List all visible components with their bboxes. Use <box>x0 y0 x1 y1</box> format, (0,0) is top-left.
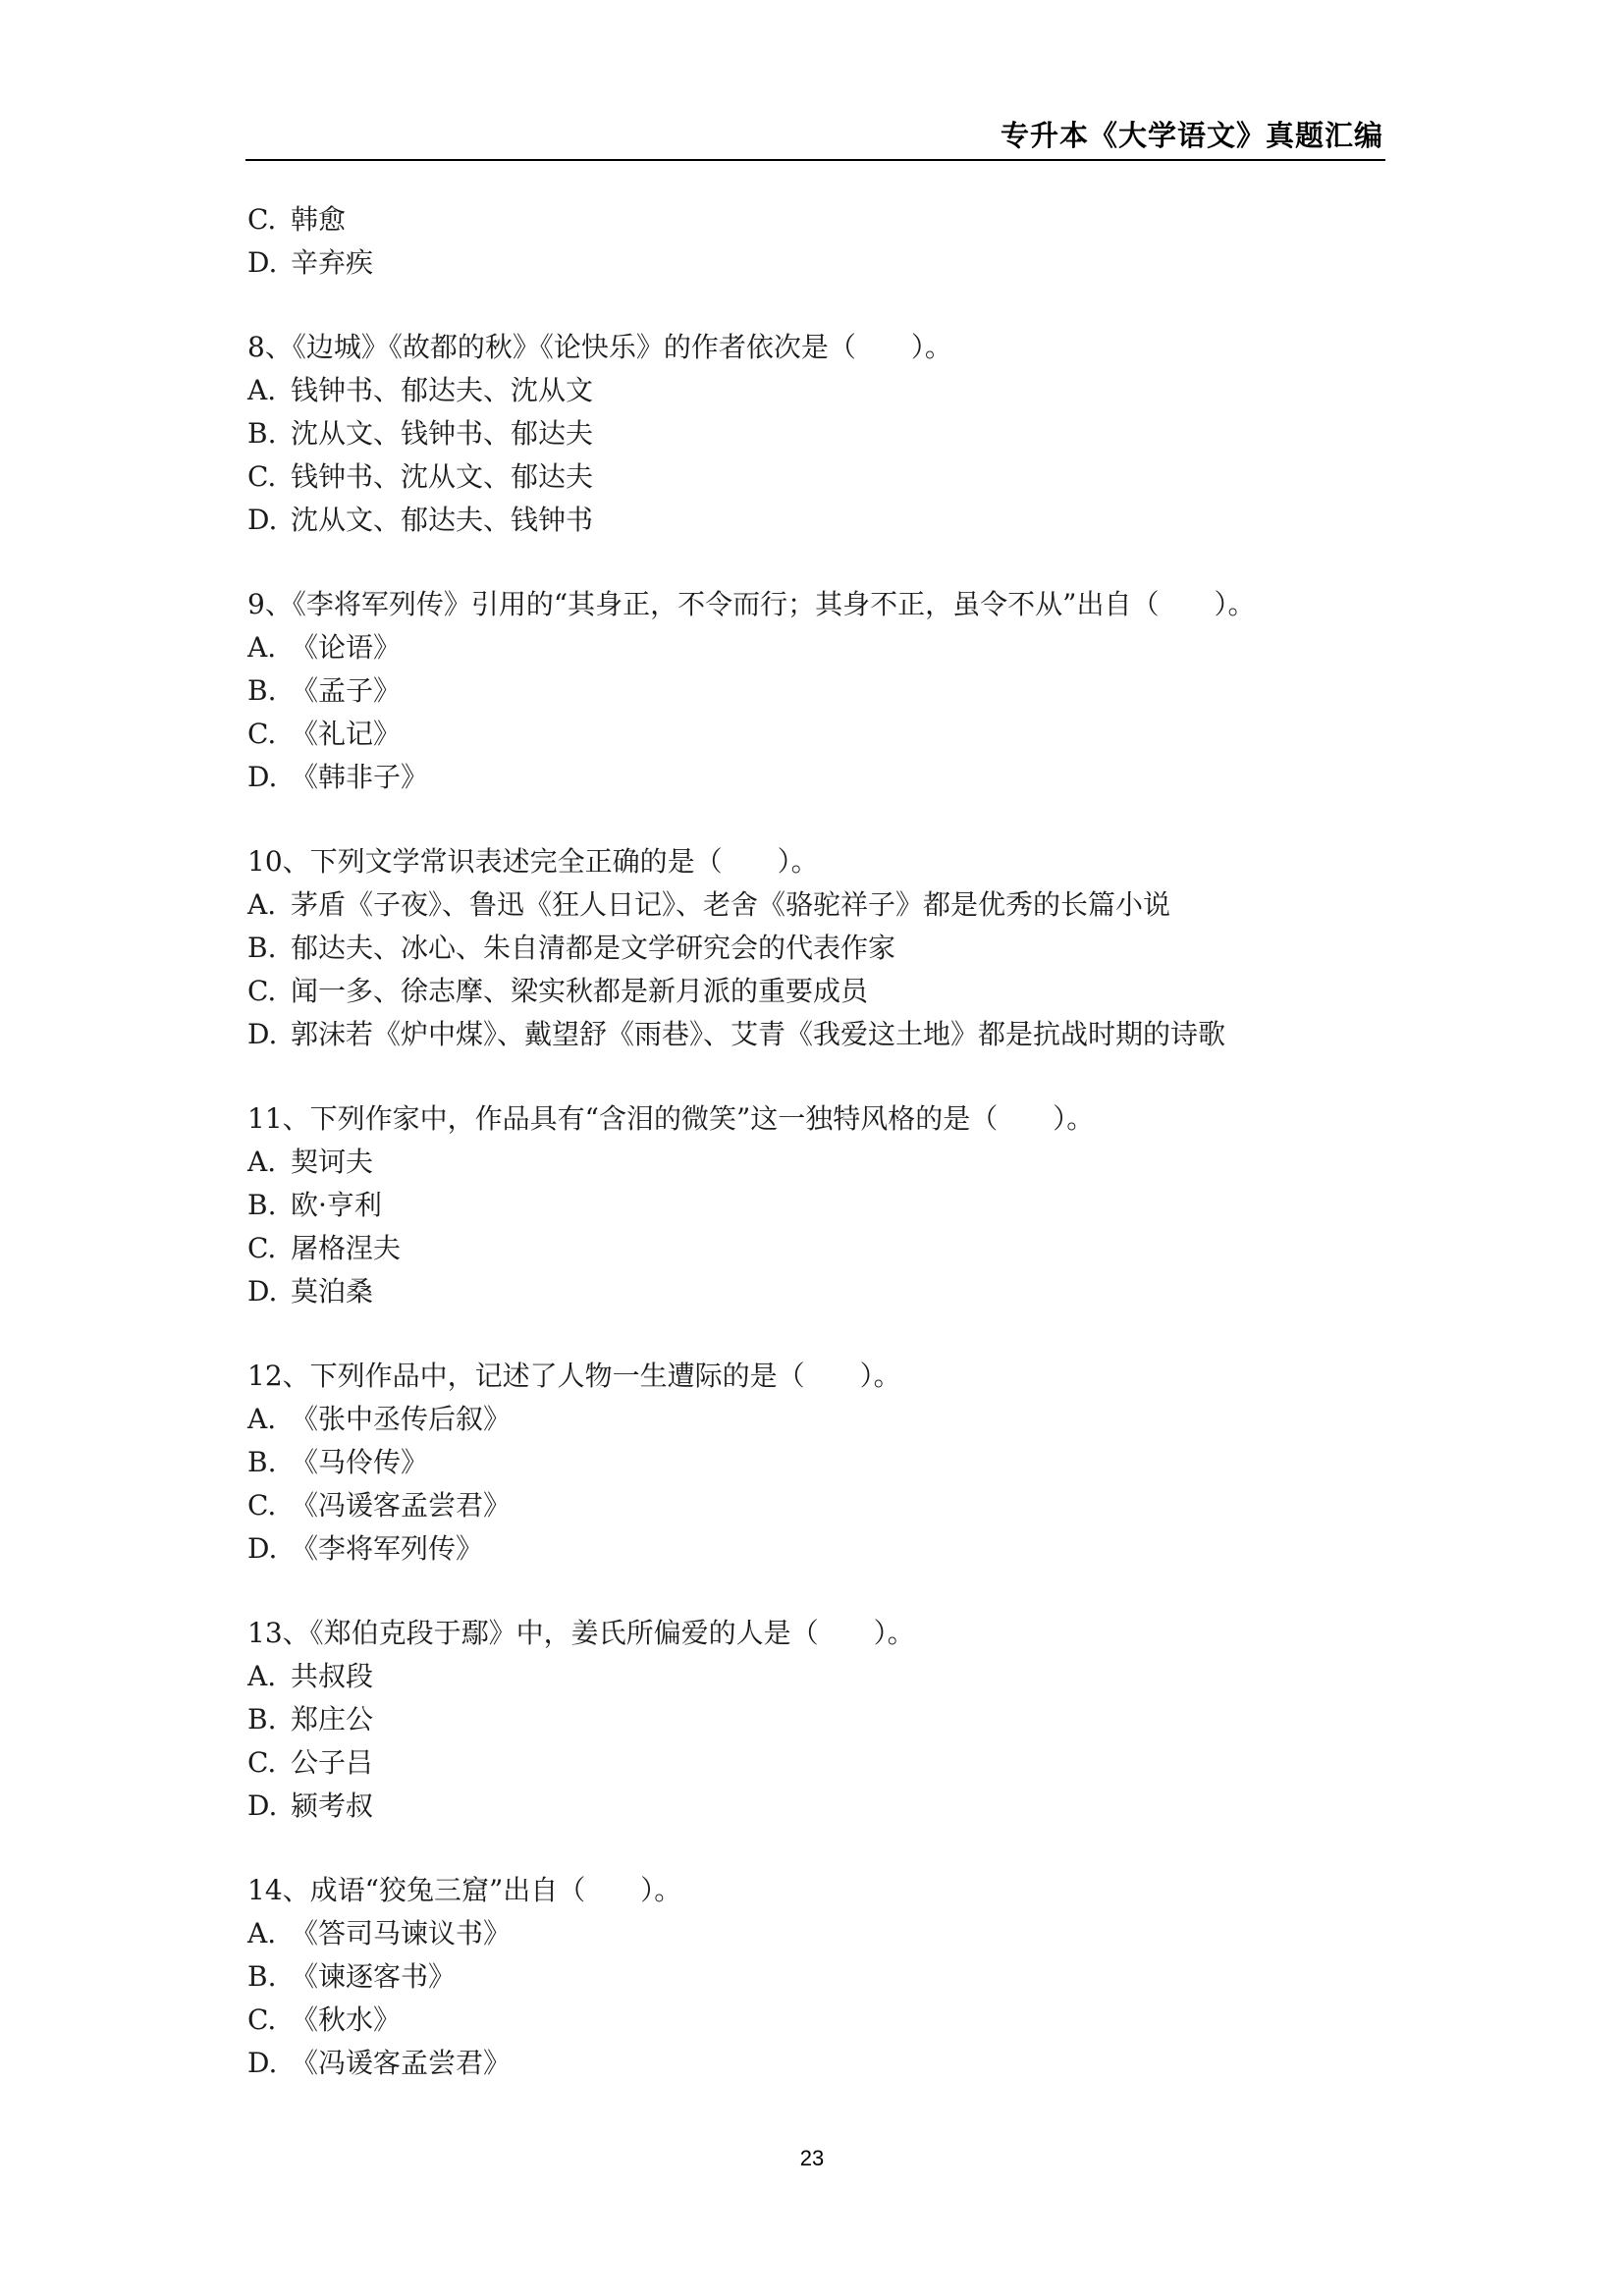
question-block <box>247 198 1377 285</box>
option-text: 《韩非子》 <box>291 761 429 793</box>
answer-option <box>247 1141 1377 1184</box>
option-letter: A. <box>247 888 277 921</box>
option-text: 辛弃疾 <box>291 246 374 279</box>
question-block <box>247 1869 1377 2085</box>
question-block <box>247 326 1377 542</box>
option-letter: A. <box>247 1660 277 1692</box>
answer-option <box>247 1184 1377 1227</box>
answer-option <box>247 1270 1377 1313</box>
option-letter: B. <box>247 674 277 707</box>
option-text: 茅盾《子夜》、鲁迅《狂人日记》、老舍《骆驼祥子》都是优秀的长篇小说 <box>291 888 1171 921</box>
header-title: 专升本《大学语文》真题汇编 <box>1000 119 1383 152</box>
answer-option <box>247 927 1377 970</box>
answer-option <box>247 1655 1377 1698</box>
answer-option <box>247 241 1377 285</box>
answer-option <box>247 412 1377 455</box>
option-text: 共叔段 <box>291 1660 374 1692</box>
option-text: 《冯谖客孟尝君》 <box>291 2047 512 2079</box>
option-text: 《马伶传》 <box>291 1446 429 1478</box>
option-text: 钱钟书、沈从文、郁达夫 <box>291 460 594 493</box>
option-text: 屠格涅夫 <box>291 1232 402 1264</box>
option-text: 沈从文、郁达夫、钱钟书 <box>291 504 594 536</box>
answer-option <box>247 883 1377 927</box>
answer-option <box>247 1698 1377 1741</box>
option-text: 《论语》 <box>291 631 402 664</box>
option-letter: A. <box>247 374 277 406</box>
option-text: 《答司马谏议书》 <box>291 1917 512 1949</box>
option-text: 韩愈 <box>291 203 347 236</box>
option-text: 闻一多、徐志摩、梁实秋都是新月派的重要成员 <box>291 975 869 1007</box>
answer-option <box>247 713 1377 756</box>
question-text: 14、成语“狡兔三窟”出自（ ）。 <box>247 1874 682 1906</box>
option-letter: C. <box>247 1746 277 1779</box>
question-text: 11、下列作家中，作品具有“含泪的微笑”这一独特风格的是（ ）。 <box>247 1102 1095 1135</box>
option-text: 《孟子》 <box>291 674 402 707</box>
option-letter: C. <box>247 2003 277 2036</box>
option-text: 《秋水》 <box>291 2003 402 2036</box>
option-text: 钱钟书、郁达夫、沈从文 <box>291 374 594 406</box>
option-letter: B. <box>247 1960 277 1993</box>
option-letter: C. <box>247 718 277 750</box>
question-block <box>247 1097 1377 1313</box>
option-letter: D. <box>247 246 278 279</box>
question-text: 9、《李将军列传》引用的“其身正，不令而行；其身不正，虽令不从”出自（ ）。 <box>247 588 1256 620</box>
option-letter: A. <box>247 1917 277 1949</box>
option-letter: D. <box>247 761 278 793</box>
option-text: 郭沫若《炉中煤》、戴望舒《雨巷》、艾青《我爱这土地》都是抗战时期的诗歌 <box>291 1018 1226 1050</box>
option-text: 《谏逐客书》 <box>291 1960 457 1993</box>
option-text: 郑庄公 <box>291 1703 374 1735</box>
option-text: 《礼记》 <box>291 718 402 750</box>
answer-option <box>247 1484 1377 1527</box>
option-letter: B. <box>247 417 277 450</box>
option-letter: C. <box>247 1489 277 1522</box>
answer-option <box>247 2042 1377 2085</box>
page-header <box>245 110 1385 161</box>
question-block <box>247 840 1377 1056</box>
answer-option <box>247 198 1377 241</box>
option-text: 契诃夫 <box>291 1146 374 1178</box>
option-text: 公子吕 <box>291 1746 374 1779</box>
option-letter: A. <box>247 631 277 664</box>
option-text: 郁达夫、冰心、朱自清都是文学研究会的代表作家 <box>291 932 896 964</box>
option-letter: C. <box>247 1232 277 1264</box>
option-letter: D. <box>247 1789 278 1822</box>
answer-option <box>247 455 1377 499</box>
option-text: 沈从文、钱钟书、郁达夫 <box>291 417 594 450</box>
answer-option <box>247 1999 1377 2042</box>
option-letter: B. <box>247 1189 277 1221</box>
option-letter: B. <box>247 1446 277 1478</box>
answer-option <box>247 1441 1377 1484</box>
option-letter: A. <box>247 1403 277 1435</box>
answer-option <box>247 1785 1377 1828</box>
option-letter: D. <box>247 2047 278 2079</box>
option-letter: D. <box>247 1275 278 1308</box>
option-text: 欧·亨利 <box>291 1189 382 1221</box>
answer-option <box>247 1013 1377 1056</box>
option-letter: D. <box>247 1532 278 1565</box>
option-letter: C. <box>247 975 277 1007</box>
option-letter: D. <box>247 504 278 536</box>
question-block <box>247 1612 1377 1828</box>
option-text: 《冯谖客孟尝君》 <box>291 1489 512 1522</box>
answer-option <box>247 1398 1377 1441</box>
option-letter: B. <box>247 932 277 964</box>
question-list <box>247 198 1377 2085</box>
option-letter: D. <box>247 1018 278 1050</box>
option-text: 莫泊桑 <box>291 1275 374 1308</box>
question-text: 10、下列文学常识表述完全正确的是（ ）。 <box>247 845 819 878</box>
question-text: 13、《郑伯克段于鄢》中，姜氏所偏爱的人是（ ）。 <box>247 1617 915 1649</box>
answer-option <box>247 1741 1377 1785</box>
option-text: 《张中丞传后叙》 <box>291 1403 512 1435</box>
answer-option <box>247 369 1377 412</box>
question-block <box>247 583 1377 799</box>
option-letter: A. <box>247 1146 277 1178</box>
answer-option <box>247 1955 1377 1999</box>
answer-option <box>247 669 1377 713</box>
answer-option <box>247 1227 1377 1270</box>
question-text: 12、下列作品中，记述了人物一生遭际的是（ ）。 <box>247 1360 901 1392</box>
answer-option <box>247 1912 1377 1955</box>
option-text: 颍考叔 <box>291 1789 374 1822</box>
option-letter: C. <box>247 460 277 493</box>
question-text: 8、《边城》《故都的秋》《论快乐》的作者依次是（ ）。 <box>247 331 952 363</box>
option-text: 《李将军列传》 <box>291 1532 484 1565</box>
answer-option <box>247 756 1377 799</box>
answer-option <box>247 626 1377 669</box>
option-letter: C. <box>247 203 277 236</box>
answer-option <box>247 970 1377 1013</box>
question-block <box>247 1355 1377 1571</box>
answer-option <box>247 1527 1377 1571</box>
page-number: 23 <box>799 2146 825 2170</box>
answer-option <box>247 499 1377 542</box>
option-letter: B. <box>247 1703 277 1735</box>
